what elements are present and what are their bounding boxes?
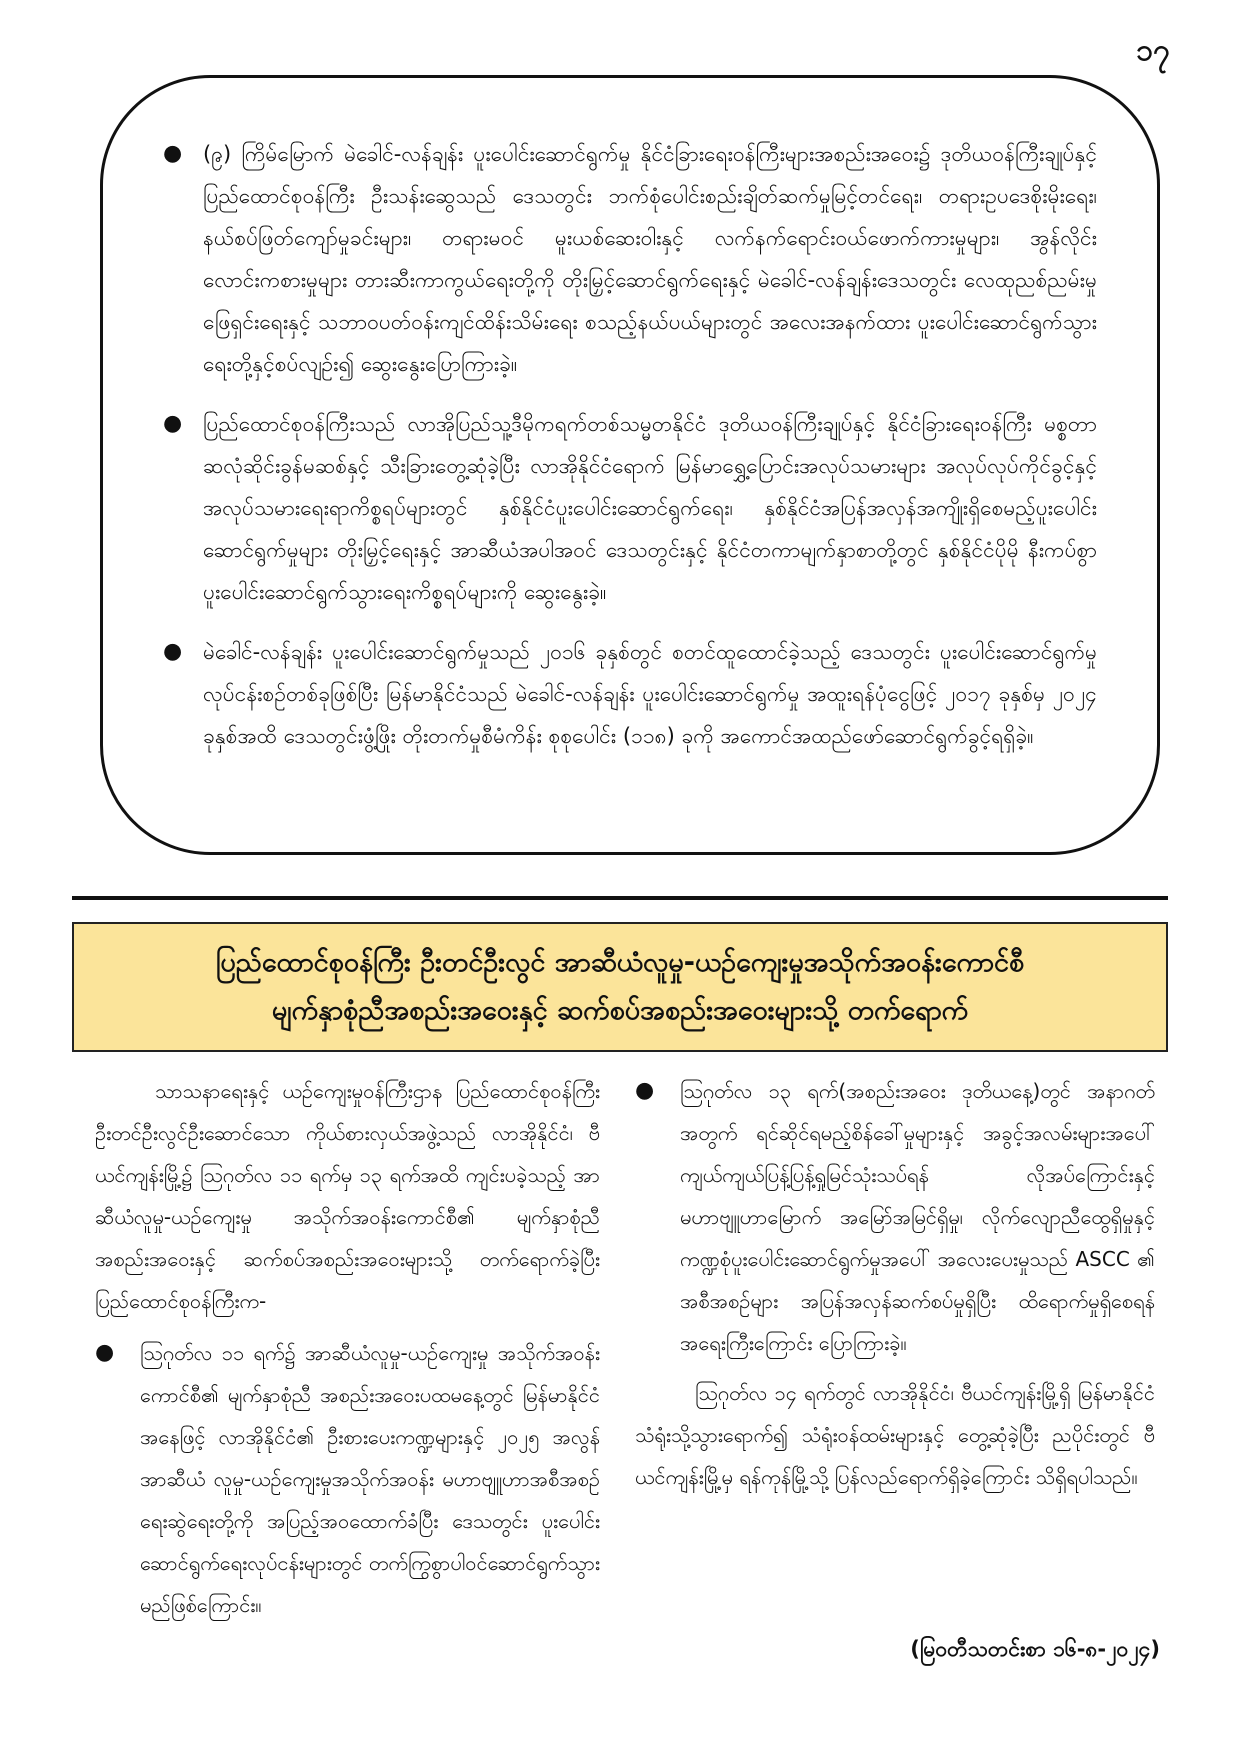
headline-line-1: ပြည်ထောင်စုဝန်ကြီး ဦးတင်ဦးလွင် အာဆီယံလူမှု-ယဉ်ကျေးမှုအသိုက်အဝန်းကောင်စီ xyxy=(215,947,1025,978)
source-citation: (မြဝတီသတင်းစာ ၁၆-၈-၂၀၂၄) xyxy=(910,1637,1160,1661)
bullet-icon: ● xyxy=(95,1340,115,1365)
bullet-icon: ● xyxy=(163,639,183,664)
summary-item xyxy=(163,631,1097,757)
article-right-column xyxy=(635,1070,1155,1508)
bullet-icon: ● xyxy=(163,411,183,436)
summary-list xyxy=(163,133,1097,757)
article-intro: သာသနာရေးနှင့် ယဉ်ကျေးမှုဝန်ကြီးဌာန ပြည်ထောင်စုဝန်ကြီး ဦးတင်ဦးလွင်ဦးဆောင်သော ကိုယ်စားလှယ်အဖွဲ့သည် လာအိုနိုင်ငံ၊ ဗီယင်ကျန်းမြို့၌ ဩဂုတ်လ ၁၁ ရက်မှ ၁၃ ရက်အထိ ကျင်းပခဲ့သည့် အာဆီယံလူမှု-ယဉ်ကျေးမှု အသိုက်အဝန်းကောင်စီ၏ မျက်နှာစုံညီအစည်းအဝေးနှင့် ဆက်စပ်အစည်းအဝေးများသို့ တက်ရောက်ခဲ့ပြီး ပြည်ထောင်စုဝန်ကြီးက- xyxy=(95,1079,600,1313)
article-bullet xyxy=(95,1332,600,1626)
article-bullet-text: ဩဂုတ်လ ၁၁ ရက်၌ အာဆီယံလူမှု-ယဉ်ကျေးမှု အသိုက်အဝန်းကောင်စီ၏ မျက်နှာစုံညီ အစည်းအဝေးပထမနေ့တွင် မြန်မာနိုင်ငံအနေဖြင့် လာအိုနိုင်ငံ၏ ဦးစားပေးကဏ္ဍများနှင့် ၂၀၂၅ အလွန် အာဆီယံ လူမှု-ယဉ်ကျေးမှုအသိုက်အဝန်း မဟာဗျူဟာအစီအစဉ်ရေးဆွဲရေးတို့ကို အပြည့်အဝထောက်ခံပြီး ဒေသတွင်း ပူးပေါင်းဆောင်ရွက်ရေးလုပ်ငန်းများတွင် တက်ကြွစွာပါဝင်ဆောင်ရွက်သွားမည်ဖြစ်ကြောင်း။ xyxy=(140,1341,600,1617)
left-bullet-list xyxy=(95,1332,600,1626)
bullet-icon: ● xyxy=(635,1078,655,1103)
summary-text: မဲခေါင်-လန်ချန်း ပူးပေါင်းဆောင်ရွက်မှုသည် ၂၀၁၆ ခုနှစ်တွင် စတင်ထူထောင်ခဲ့သည့် ဒေသတွင်း ပူးပေါင်းဆောင်ရွက်မှုလုပ်ငန်းစဉ်တစ်ခုဖြစ်ပြီး မြန်မာနိုင်ငံသည် မဲခေါင်-လန်ချန်း ပူးပေါင်းဆောင်ရွက်မှု အထူးရန်ပုံငွေဖြင့် ၂၀၁၇ ခုနှစ်မှ ၂၀၂၄ ခုနှစ်အထိ ဒေသတွင်းဖွံ့ဖြိုး တိုးတက်မှုစီမံကိန်း စုစုပေါင်း (၁၁၈) ခုကို အကောင်အထည်ဖော်ဆောင်ရွက်ခွင့်ရရှိခဲ့။ xyxy=(203,640,1097,748)
summary-text: ပြည်ထောင်စုဝန်ကြီးသည် လာအိုပြည်သူ့ဒီမိုကရက်တစ်သမ္မတနိုင်ငံ ဒုတိယဝန်ကြီးချုပ်နှင့် နိုင်ငံခြားရေးဝန်ကြီး မစ္စတာဆလုံဆိုင်းခွန်မဆစ်နှင့် သီးခြားတွေ့ဆုံခဲ့ပြီး လာအိုနိုင်ငံရောက် မြန်မာရွှေ့ပြောင်းအလုပ်သမားများ အလုပ်လုပ်ကိုင်ခွင့်နှင့် အလုပ်သမားရေးရာကိစ္စရပ်များတွင် နှစ်နိုင်ငံပူးပေါင်းဆောင်ရွက်ရေး၊ နှစ်နိုင်ငံအပြန်အလှန်အကျိုးရှိစေမည့်ပူးပေါင်းဆောင်ရွက်မှုများ တိုးမြှင့်ရေးနှင့် အာဆီယံအပါအဝင် ဒေသတွင်းနှင့် နိုင်ငံတကာမျက်နှာစာတို့တွင် နှစ်နိုင်ငံပိုမို နီးကပ်စွာပူးပေါင်းဆောင်ရွက်သွားရေးကိစ္စရပ်များကို ဆွေးနွေးခဲ့။ xyxy=(203,412,1097,604)
bullet-icon: ● xyxy=(163,141,183,166)
section-divider xyxy=(72,896,1168,900)
summary-item xyxy=(163,133,1097,385)
article-bullet-text: ဩဂုတ်လ ၁၃ ရက်(အစည်းအဝေး ဒုတိယနေ့)တွင် အနာဂတ်အတွက် ရင်ဆိုင်ရမည့်စိန်ခေါ်မှုများနှင့် အခွင့်အလမ်းများအပေါ် ကျယ်ကျယ်ပြန့်ပြန့်ရှုမြင်သုံးသပ်ရန် လိုအပ်ကြောင်းနှင့် မဟာဗျူဟာမြောက် အမြော်အမြင်ရှိမှု၊ လိုက်လျောညီထွေရှိမှုနှင့် ကဏ္ဍစုံပူးပေါင်းဆောင်ရွက်မှုအပေါ် အလေးပေးမှုသည် ASCC ၏ အစီအစဉ်များ အပြန်အလှန်ဆက်စပ်မှုရှိပြီး ထိရောက်မှုရှိစေရန် အရေးကြီးကြောင်း ပြောကြားခဲ့။ xyxy=(680,1079,1155,1355)
summary-text: (၉) ကြိမ်မြောက် မဲခေါင်-လန်ချန်း ပူးပေါင်းဆောင်ရွက်မှု နိုင်ငံခြားရေးဝန်ကြီးများအစည်းအဝေး၌ ဒုတိယဝန်ကြီးချုပ်နှင့် ပြည်ထောင်စုဝန်ကြီး ဦးသန်းဆွေသည် ဒေသတွင်း ဘက်စုံပေါင်းစည်းချိတ်ဆက်မှုမြင့်တင်ရေး၊ တရားဥပဒေစိုးမိုးရေး၊ နယ်စပ်ဖြတ်ကျော်မှုခင်းများ၊ တရားမဝင် မူးယစ်ဆေးဝါးနှင့် လက်နက်ရောင်းဝယ်ဖောက်ကားမှုများ၊ အွန်လိုင်းလောင်းကစားမှုများ တားဆီးကာကွယ်ရေးတို့ကို တိုးမြှင့်ဆောင်ရွက်ရေးနှင့် မဲခေါင်-လန်ချန်းဒေသတွင်း လေထုညစ်ညမ်းမှု ဖြေရှင်းရေးနှင့် သဘာဝပတ်ဝန်းကျင်ထိန်းသိမ်းရေး စသည့်နယ်ပယ်များတွင် အလေးအနက်ထား ပူးပေါင်းဆောင်ရွက်သွားရေးတို့နှင့်စပ်လျဉ်း၍ ဆွေးနွေးပြောကြားခဲ့။ xyxy=(203,142,1097,376)
headline-line-2: မျက်နှာစုံညီအစည်းအဝေးနှင့် ဆက်စပ်အစည်းအဝေးများသို့ တက်ရောက် xyxy=(271,995,969,1026)
summary-box xyxy=(100,75,1160,855)
page-number: ၁၇ xyxy=(1136,33,1170,68)
article-closing: ဩဂုတ်လ ၁၄ ရက်တွင် လာအိုနိုင်ငံ၊ ဗီယင်ကျန်းမြို့ရှိ မြန်မာနိုင်ငံသံရုံးသို့သွားရောက်၍ သံရုံးဝန်ထမ်းများနှင့် တွေ့ဆုံခဲ့ပြီး ညပိုင်းတွင် ဗီယင်ကျန်းမြို့မှ ရန်ကုန်မြို့သို့ ပြန်လည်ရောက်ရှိခဲ့ကြောင်း သိရှိရပါသည်။ xyxy=(635,1381,1155,1489)
article-bullet xyxy=(635,1070,1155,1364)
article-left-column xyxy=(95,1070,600,1634)
summary-item xyxy=(163,403,1097,613)
headline-banner xyxy=(72,922,1168,1052)
right-bullet-list xyxy=(635,1070,1155,1364)
